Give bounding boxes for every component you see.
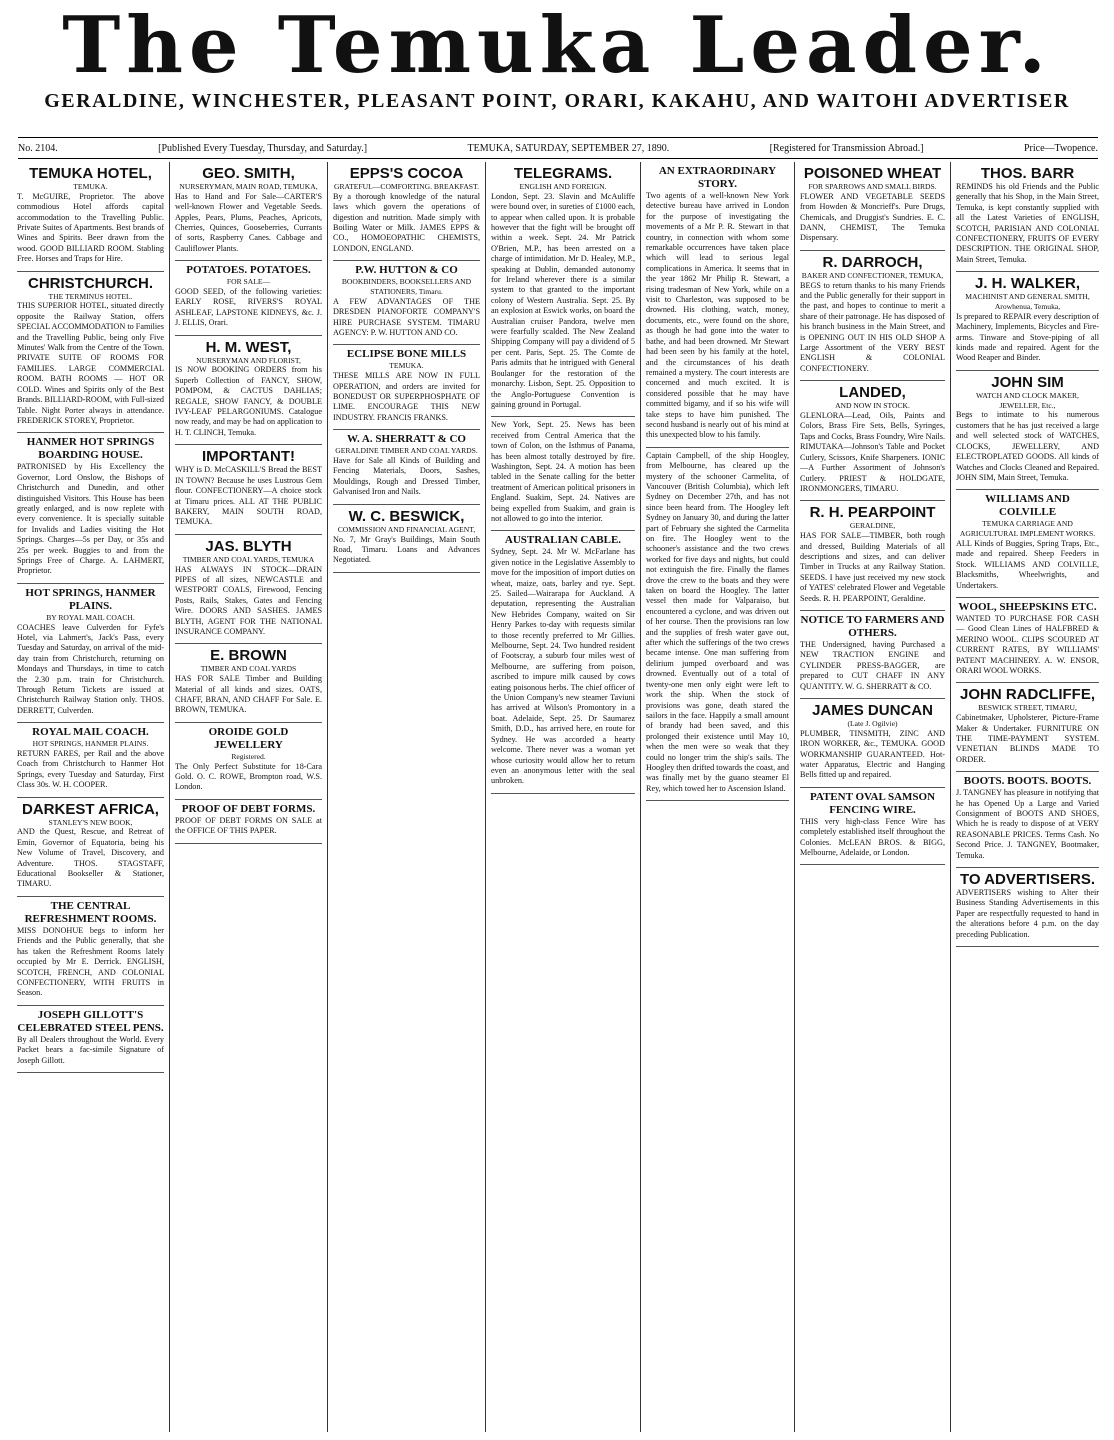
article-heading: JOHN SIM (991, 373, 1064, 391)
article-body: The Only Perfect Substitute for 18-Cara Gold. O. C. ROWE, Brompton road, W.S. London. (175, 761, 322, 792)
article-body: MISS DONOHUE begs to inform her Friends and the Public generally, that she has taken the Refreshment Rooms lately occupied by Mr E. Derrick. ENGLISH, SCOTCH, FRENCH, AND COLONIAL CONFECTIONERY, WITH FRUITS in Season. (17, 925, 164, 998)
article-subheading: GRATEFUL—COMFORTING. BREAKFAST. (333, 182, 480, 191)
article-heading: WILLIAMS AND COLVILLE (985, 493, 1070, 519)
article-heading: AN EXTRAORDINARY STORY. (658, 165, 777, 190)
article-heading: TELEGRAMS. (513, 165, 613, 182)
column-3 (328, 162, 486, 1432)
article-body: Cabinetmaker, Upholsterer, Picture-Frame Maker & Undertaker. FURNITURE ON THE TIME-PAYMENT SYSTEM. VENETIAN BLINDS MADE TO ORDER. (956, 713, 1099, 764)
article-block (646, 162, 789, 448)
article-heading: H. M. WEST, (205, 338, 292, 356)
article-block (333, 505, 480, 573)
article-body: REMINDS his old Friends and the Public generally that his Shop, in the Main Street, Temuka, is kept constantly supplied with all the Latest Varieties of ENGLISH, SCOTCH, PARISIAN AND COLONIAL CONFECTIONERY, FRUITS OF EVERY DESCRIPTION. THE ORIGINAL SHOP, Main Street, Temuka. (956, 182, 1099, 264)
article-heading: CHRISTCHURCH. (28, 274, 153, 292)
article-block (333, 162, 480, 261)
article-body: By a thorough knowledge of the natural laws which govern the operations of digestion and nutrition. Made simply with Boiling Water or Milk. JAMES EPPS & CO., HOMOEOPATHIC CHEMISTS, LONDON, ENGLAND. (333, 191, 480, 253)
article-block (800, 381, 945, 501)
price: Price—Twopence. (1023, 142, 1098, 154)
article-heading: PATENT OVAL SAMSON FENCING WIRE. (809, 790, 936, 816)
article-body: GOOD SEED, of the following varieties: EARLY ROSE, RIVERS'S ROYAL ASHLEAF, LAPSTONE KIDNEYS, &c. J. J. ELLIS, Orari. (175, 287, 322, 328)
columns (12, 162, 1104, 1432)
article-heading: ECLIPSE BONE MILLS (346, 348, 467, 361)
article-block (800, 699, 945, 788)
masthead (0, 0, 1114, 118)
article-subheading: BY ROYAL MAIL COACH. (46, 612, 135, 622)
article-subheading: NURSERYMAN AND FLORIST, (196, 355, 301, 365)
article-heading: E. BROWN (210, 647, 287, 665)
article-body: WHY is D. McCASKILL'S Bread the BEST IN TOWN? Because he uses Lustrous Gem flour. CONFECTIONERY—A choice stock at Timaru prices. ALL AT THE PUBLIC BAKERY, MAIN SOUTH ROAD, TEMUKA. (175, 465, 322, 527)
article-heading: HOT SPRINGS, HANMER PLAINS. (25, 586, 156, 612)
article-subheading: FOR SPARROWS AND SMALL BIRDS. (808, 182, 937, 191)
article-block (956, 272, 1099, 371)
article-heading: JOHN RADCLIFFE, (960, 686, 1095, 704)
article-subheading: Registered. (231, 751, 266, 761)
article-body: FLOWER AND VEGETABLE SEEDS from Howden & Moncrieff's. Pure Drugs, Chemicals, and Druggist's Sundries. E. C. DANN, CHEMIST, The Temuka Dispensary. (800, 191, 945, 243)
column-7 (951, 162, 1104, 1432)
article-heading: IMPORTANT! (201, 448, 296, 466)
article-heading: THE CENTRAL REFRESHMENT ROOMS. (24, 899, 157, 925)
article-heading: WOOL, SHEEPSKINS ETC. (958, 600, 1097, 613)
article-body: THIS very high-class Fence Wire has completely established itself throughout the Colonies. McLEAN BROS. & BIGG, Melbourne, Adelaide, or London. (800, 816, 945, 858)
article-body: Two agents of a well-known New York detective bureau have arrived in London for the purpose of investigating the movements of a Mr P. R. Stewart in that country, in connection with whom some remarkable occurrences have taken place which will lead to serious legal complications in America. It seems that in the year 1862 Mr Philip R. Stewart, a rising tradesman of New York, while on a visit to Charleston, was supposed to be drowned. His clothing, watch, money, documents, etc., were found on the shore, as though he had gone into the water to bathe, and had been drowned. Mr Stewart had been seen by his family at the hotel, and the circumstances of his death remained a mystery. The court interests are concerned and much excited. It is considered possible that he may have committed bigamy, and if so his wife will take steps to have him punished. The second husband is nearly out of his mind at this unexpected blow to his family. (646, 191, 789, 440)
column-5 (641, 162, 795, 1432)
article-block (333, 261, 480, 345)
article-block (175, 336, 322, 446)
article-subheading: STANLEY'S NEW BOOK, (48, 817, 133, 827)
article-subheading: ENGLISH AND FOREIGN. (519, 182, 607, 191)
article-body: No. 7, Mr Gray's Buildings, Main South Road, Timaru. Loans and Advances Negotiated. (333, 534, 480, 565)
article-subheading: BESWICK STREET, TIMARU, (978, 703, 1077, 713)
article-body: PROOF OF DEBT FORMS ON SALE at the OFFICE OF THIS PAPER. (175, 815, 322, 836)
article-body: T. McGUIRE, Proprietor. The above commodious Hotel affords capital accommodation to the Travelling Public. Private Suites of Apartments. Best brands of Wines and Spirits. Beer drawn from the wood. GOOD BILLIARD ROOM. Stabling Free. Horses and Traps for Hire. (17, 191, 164, 264)
article-body: HAS ALWAYS IN STOCK—DRAIN PIPES of all sizes, NEWCASTLE and WESTPORT COALS, Firewood, Fencing Posts, Rails, Stakes, Gates and Fencing Wire. DOORS AND SASHES. JAMES BLYTH, AGENT FOR THE NATIONAL INSURANCE COMPANY. (175, 564, 322, 636)
article-subheading: TEMUKA. (73, 182, 108, 191)
column-2 (170, 162, 328, 1432)
publication-schedule: [Published Every Tuesday, Thursday, and Saturday.] (158, 142, 368, 154)
article-block (17, 897, 164, 1006)
column-6 (795, 162, 951, 1432)
article-block (17, 272, 164, 434)
article-heading: EPPS'S COCOA (349, 165, 464, 182)
article-heading: JAMES DUNCAN (812, 702, 933, 719)
article-body: WANTED TO PURCHASE FOR CASH — Good Clean Lines of HALFBRED & MERINO WOOL. CLIPS SCOURED AT CURRENT RATES, BY WILLIAMS' PATENT MACHINERY. A. W. ENSOR, ORARI WOOL WORKS. (956, 613, 1099, 675)
article-heading: DARKEST AFRICA, (22, 800, 159, 818)
article-body: IS NOW BOOKING ORDERS from his Superb Collection of FANCY, SHOW, POMPOM, & CACTUS DAHLIAS; REGALE, SHOW FANCY, & DOUBLE IVY-LEAF PELARGONIUMS. Catalogue now ready, and may be had on application to H. T. CLINCH, Temuka. (175, 365, 322, 437)
article-subheading: WATCH AND CLOCK MAKER, JEWELLER, Etc., (976, 390, 1079, 410)
article-block (175, 800, 322, 844)
article-block (17, 1006, 164, 1073)
article-subheading: BOOKBINDERS, BOOKSELLERS AND STATIONERS, Timaru. (341, 277, 472, 297)
article-heading: R. H. PEARPOINT (809, 504, 936, 522)
article-body: ADVERTISERS wishing to Alter their Business Standing Advertisements in this Paper are respectfully requested to hand in the alterations before 4 p.m. on the day preceding Publication. (956, 888, 1099, 939)
article-body: AND the Quest, Rescue, and Retreat of Emin, Governor of Equatoria, being his New Volume of Travel, Discovery, and Adventure. THOS. STAGSTAFF, Educational Bookseller & Stationer, TIMARU. (17, 827, 164, 889)
article-block (175, 723, 322, 800)
article-block (175, 535, 322, 645)
article-subheading: MACHINIST AND GENERAL SMITH, Arowhenua, Temuka, (965, 292, 1090, 312)
article-heading: TEMUKA HOTEL, (29, 165, 152, 182)
article-subheading: COMMISSION AND FINANCIAL AGENT, (337, 524, 476, 534)
article-body: New York, Sept. 25. News has been received from Central America that the town of Colon, on the Isthmus of Panama, has been almost totally destroyed by fire. Washington, Sept. 24. A motion has been tabled in the Senate calling for the better treatment of American political prisoners in England. Suakim, Sept. 24. Natives are being expelled from Suakim, and grain is not allowed to go into the interior. (491, 420, 635, 523)
article-body: By all Dealers throughout the World. Every Packet bears a fac-simile Signature of Joseph Gillott. (17, 1034, 164, 1065)
article-subheading: TIMBER AND COAL YARDS (200, 664, 297, 674)
article-body: GLENLORA—Lead, Oils, Paints and Colors, Brass Fire Sets, Bells, Syringes, Taps and Cocks, Brass Foundry, Wire Nails. RIMUTAKA—Johnson's Table and Pocket Cutlery, Scissors, Knife Sharpeners. IONIC—A Further Assortment of Johnson's Cutlery. PRIEST & HOLDGATE, IRONMONGERS, TIMARU. (800, 411, 945, 493)
article-block (17, 584, 164, 723)
article-heading: P.W. HUTTON & CO (355, 264, 458, 277)
article-heading: W. C. BESWICK, (348, 507, 465, 525)
article-body: Begs to intimate to his numerous customers that he has just received a large and well selected stock of WATCHES, CLOCKS, JEWELLERY, AND ELECTROPLATED GOODS. All kinds of Watches and Clocks Cleaned and Repaired. JOHN SIM, Main Street, Temuka. (956, 410, 1099, 482)
article-body: Have for Sale all Kinds of Building and Fencing Materials, Doors, Sashes, Mouldings, Rough and Dressed Timber, Galvanised Iron and Nails. (333, 456, 480, 497)
article-heading: NOTICE TO FARMERS AND OTHERS. (800, 613, 945, 639)
article-body: HAS FOR SALE—TIMBER, both rough and dressed, Building Materials of all descriptions and sizes, and can deliver Timber in Trucks at any Railway Station. SEEDS. I have just received my new stock of YATES' celebrated Flower and Vegetable Seeds. R. H. PEARPOINT, Geraldine. (800, 531, 945, 603)
article-heading: JOSEPH GILLOTT'S CELEBRATED STEEL PENS. (17, 1008, 164, 1034)
article-block (175, 644, 322, 722)
article-block (491, 417, 635, 531)
article-body: ALL Kinds of Buggies, Spring Traps, Etc., made and repaired. Sheep Feeders in Stock. WILLIAMS AND COLVILLE, Blacksmiths, Wheelwrights, and Undertakers. (956, 538, 1099, 590)
article-body: Has to Hand and For Sale—CARTER'S well-known Flower and Vegetable Seeds. Apples, Pears, Plums, Peaches, Apricots, Cherries, Quinces, Gooseberries, Currants of sorts, Raspberry Canes. Cabbage and Cauliflower Plants. (175, 191, 322, 253)
article-subheading: TEMUKA. (389, 361, 424, 371)
column-4 (486, 162, 641, 1432)
article-block (800, 162, 945, 251)
article-body: Sydney, Sept. 24. Mr W. McFarlane has given notice in the Legislative Assembly to move for the imposition of import duties on wheat, maize, oats, barley and rye. Sept. 25. Sailed—Wairarapa for Auckland. A deputation, representing the Australian New Hebrides Company, waited on Sir Henry Parkes to-day with requests similar to those recently preferred to Mr Gillies. Melbourne, Sept. 24. Two hundred resident of Footscray, a suburb four miles west of Melbourne, are suffering from poison, ascribed to impure milk caused by cows eating poisonous herbs. The chief officer of the Union Company's new steamer Taviuni has arrived at Wilson's Promontory in a boat. Adelaide, Sept. 25. Dr Saumarez Smith, D.D., has arrived here, en route for Sydney. He was accorded a hearty welcome. There never was a woman yet whose curiosity would allow her to return even an anonymous letter with the seal unbroken. (491, 547, 635, 786)
article-heading: POISONED WHEAT (803, 165, 942, 182)
article-heading: OROIDE GOLD JEWELLERY (208, 725, 289, 751)
article-body: Is prepared to REPAIR every description of Machinery, Implements, Bicycles and Fire-arms. Tinware and Stove-piping of all kinds made and repaired. Agent for the Wood Reaper and Binder. (956, 311, 1099, 363)
article-block (17, 433, 164, 583)
article-heading: ROYAL MAIL COACH. (32, 726, 149, 739)
article-heading: AUSTRALIAN CABLE. (504, 534, 622, 547)
article-block (333, 430, 480, 504)
article-body: COACHES leave Culverden for Fyfe's Hotel, via Lahmert's, Jack's Pass, every Tuesday and Saturday, on arrival of the mid-day train from Christchurch, returning on Mondays and Thursdays, in time to catch the 2.30 p.m. train for Christchurch. Through Return Tickets are issued at Christchurch Railway Station only. THOS. DERRETT, Culverden. (17, 622, 164, 715)
article-block (956, 162, 1099, 272)
article-heading: POTATOES. POTATOES. (186, 264, 311, 277)
article-block (956, 683, 1099, 772)
article-heading: J. H. WALKER, (974, 275, 1080, 293)
article-body: Captain Campbell, of the ship Hoogley, from Melbourne, has cleared up the mystery of the schooner Carmelita, of Vancouver (British Columbia), which left Sydney on December 27th, and has not since been heard from. The Hoogley left Sydney on January 30, and during the latter part of February she sighted the Carmelita on fire. The Hoogley went to the schooner's assistance and the two crews worked for five days and nights, but could not extinguish the fire. Finally the flames drove the crew to the boats and they were taken on board the Hoogley. The latter vessel then made for Valparaiso, but encountered a cyclone, and was driven out of her course. Then the provisions ran low and the supplies of fresh water gave out, after which the sufferings of the two crews became intense. One man suffering from delirium jumped overboard and was drowned. Eventually out of a total of twenty-one men only eight were left to work the ship. When the stock of provisions was gone, death stared the sailors in the face. Happily a small amount of brandy had been saved, and this prolonged their existence until May 10, when the men were so weak that they could no longer trim the ship's sails. The Hoogley then drifted towards the coast, and was finally met by the guano steamer El Rey, which towed her to Ascension Island. (646, 450, 790, 793)
article-body: London, Sept. 23. Slavin and McAuliffe were bound over, in sureties of £1000 each, to appear when called upon. It is probable however that the fight will be brought off within a week. Sept. 24. Mr Patrick O'Brien, M.P., has been arrested on a charge of intimidation. Mr D. Healey, M.P., speaking at Dublin, demanded autonomy for Ireland wherever there is a similar system to that granted to the important colony of Western Australia. Sept. 25. By an explosion at Eswick works, on board the Australian cruiser Pandora, twelve men were fearfully scalded. The New Zealand Shipping Company will pay a dividend of 5 per cent. Paris, Sept. 25. The Comte de Paris admits that he intrigued with General Boulanger for the restoration of the monarchy. Lisbon, Sept. 25. Opposition to the Anglo-Portuguese Convention is gaining ground in Portugal. (491, 191, 635, 409)
article-heading: LANDED, (839, 384, 906, 402)
article-body: PLUMBER, TINSMITH, ZINC AND IRON WORKER, &c., TEMUKA. GOOD WORKMANSHIP GUARANTEED. Hot-water Apparatus, Electric and Hanging Bells fitted up and repaired. (800, 728, 945, 780)
article-heading: BOOTS. BOOTS. BOOTS. (963, 775, 1092, 788)
article-subheading: TIMBER AND COAL YARDS, TEMUKA (182, 554, 315, 564)
article-subheading: BAKER AND CONFECTIONER, TEMUKA, (801, 270, 944, 280)
article-heading: THOS. BARR (980, 165, 1075, 182)
article-block (956, 598, 1099, 683)
article-heading: JAS. BLYTH (205, 537, 292, 555)
article-block (956, 371, 1099, 490)
issue-number: No. 2104. (18, 142, 58, 154)
issue-date: TEMUKA, SATURDAY, SEPTEMBER 27, 1890. (467, 142, 670, 154)
article-body: PATRONISED by His Excellency the Governor, Lord Onslow, the Bishops of Christchurch and Dunedin, and other distinguished Visitors. This House has been greatly enlarged, and is now replete with every convenience. It is specially suitable for Invalids and Ladies visiting the Hot Springs. Charges—5s per Day, or 35s and 25s per week. Buggies to and from the Springs Free of Charge. A. LAHMERT, Proprietor. (17, 462, 164, 576)
masthead-title: The Temuka Leader. (62, 0, 1052, 91)
article-subheading: GERALDINE, (849, 521, 896, 531)
article-body: A FEW ADVANTAGES OF THE DRESDEN PIANOFORTE COMPANY'S HIRE PURCHASE SYSTEM. TIMARU AGENCY: P. W. HUTTON AND CO. (333, 296, 480, 338)
article-block (17, 798, 164, 897)
article-subheading: GERALDINE TIMBER AND COAL YARDS. (335, 446, 478, 456)
article-block (333, 345, 480, 430)
article-heading: TO ADVERTISERS. (959, 871, 1096, 889)
article-block (491, 531, 635, 793)
article-subheading: (Late J. Ogilvie) (847, 719, 898, 728)
article-body: THE Undersigned, having Purchased a NEW TRACTION ENGINE and CYLINDER PRESS-BAGGER, are prepared to CUT CHAFF IN ANY QUANTITY. W. G. SHERRATT & CO. (800, 639, 945, 691)
article-block (800, 788, 945, 866)
article-block (491, 162, 635, 417)
article-body: HAS FOR SALE Timber and Building Material of all kinds and sizes. OATS, CHAFF, BRAN, AND CHAFF For Sale. E. BROWN, TEMUKA. (175, 674, 322, 715)
article-block (956, 868, 1099, 947)
article-block (800, 501, 945, 611)
article-body: THESE MILLS ARE NOW IN FULL OPERATION, and orders are invited for BONEDUST OR SUPERPHOSPHATE OF LIME. ENCOURAGE THIS NEW INDUSTRY. FRANCIS FRANKS. (333, 371, 480, 422)
article-subheading: TEMUKA CARRIAGE AND AGRICULTURAL IMPLEMENT WORKS. (959, 519, 1096, 539)
article-block (175, 162, 322, 261)
article-block (956, 490, 1099, 598)
masthead-subtitle: GERALDINE, WINCHESTER, PLEASANT POINT, ORARI, KAKAHU, AND WAITOHI ADVERTISER (44, 90, 1070, 112)
article-heading: GEO. SMITH, (202, 165, 295, 182)
article-subheading: AND NOW IN STOCK. (835, 401, 910, 411)
article-block (175, 445, 322, 534)
article-heading: W. A. SHERRATT & CO (347, 433, 466, 446)
article-block (175, 261, 322, 335)
article-body: BEGS to return thanks to his many Friends and the Public generally for their support in the past, and hopes to continue to merit a share of their patronage. He has disposed of his branch business in the Main Street, and is OPENING OUT IN HIS OLD SHOP A Large Assortment of the VERY BEST ENGLISH & COLONIAL CONFECTIONERY. (800, 280, 945, 373)
article-body: J. TANGNEY has pleasure in notifying that he has Opened Up a Large and Varied Consignment of BOOTS AND SHOES, Which he is ready to dispose of at VERY REASONABLE PRICES. Terms Cash. No Second Price. J. TANGNEY, Bootmaker, Temuka. (956, 788, 1099, 860)
dateline (18, 137, 1098, 159)
column-1 (12, 162, 170, 1432)
article-block (17, 162, 164, 272)
article-body: RETURN FARES, per Rail and the above Coach from Christchurch to Hanmer Hot Springs, every Tuesday and Saturday, First Class 30s. W. H. COOPER. (17, 749, 164, 790)
article-subheading: HOT SPRINGS, HANMER PLAINS. (32, 739, 149, 749)
article-block (956, 772, 1099, 868)
article-heading: HANMER HOT SPRINGS BOARDING HOUSE. (26, 436, 155, 462)
article-block (646, 448, 789, 801)
article-block (800, 251, 945, 381)
article-subheading: THE TERMINUS HOTEL. (48, 291, 133, 301)
registration-note: [Registered for Transmission Abroad.] (769, 142, 924, 154)
article-subheading: FOR SALE— (226, 277, 271, 287)
article-heading: R. DARROCH, (822, 253, 923, 271)
article-block (800, 611, 945, 699)
article-block (17, 723, 164, 797)
article-subheading: NURSERYMAN, MAIN ROAD, TEMUKA, (179, 182, 318, 191)
article-heading: PROOF OF DEBT FORMS. (181, 802, 316, 815)
article-body: THIS SUPERIOR HOTEL, situated directly opposite the Railway Station, offers SPECIAL ACCOMMODATION to Families and the Travelling Public, being only Five Minutes' Walk from the Centre of the Town. PRIVATE SUITE OF ROOMS FOR FAMILIES. LARGE COMMERCIAL ROOM. BATH ROOMS — HOT OR COLD. Wines and Spirits only of the Best Brands. BILLIARD-ROOM, with Full-sized Table. Night Porter always in attendance. FREDERICK STOREY, Proprietor. (17, 301, 164, 425)
